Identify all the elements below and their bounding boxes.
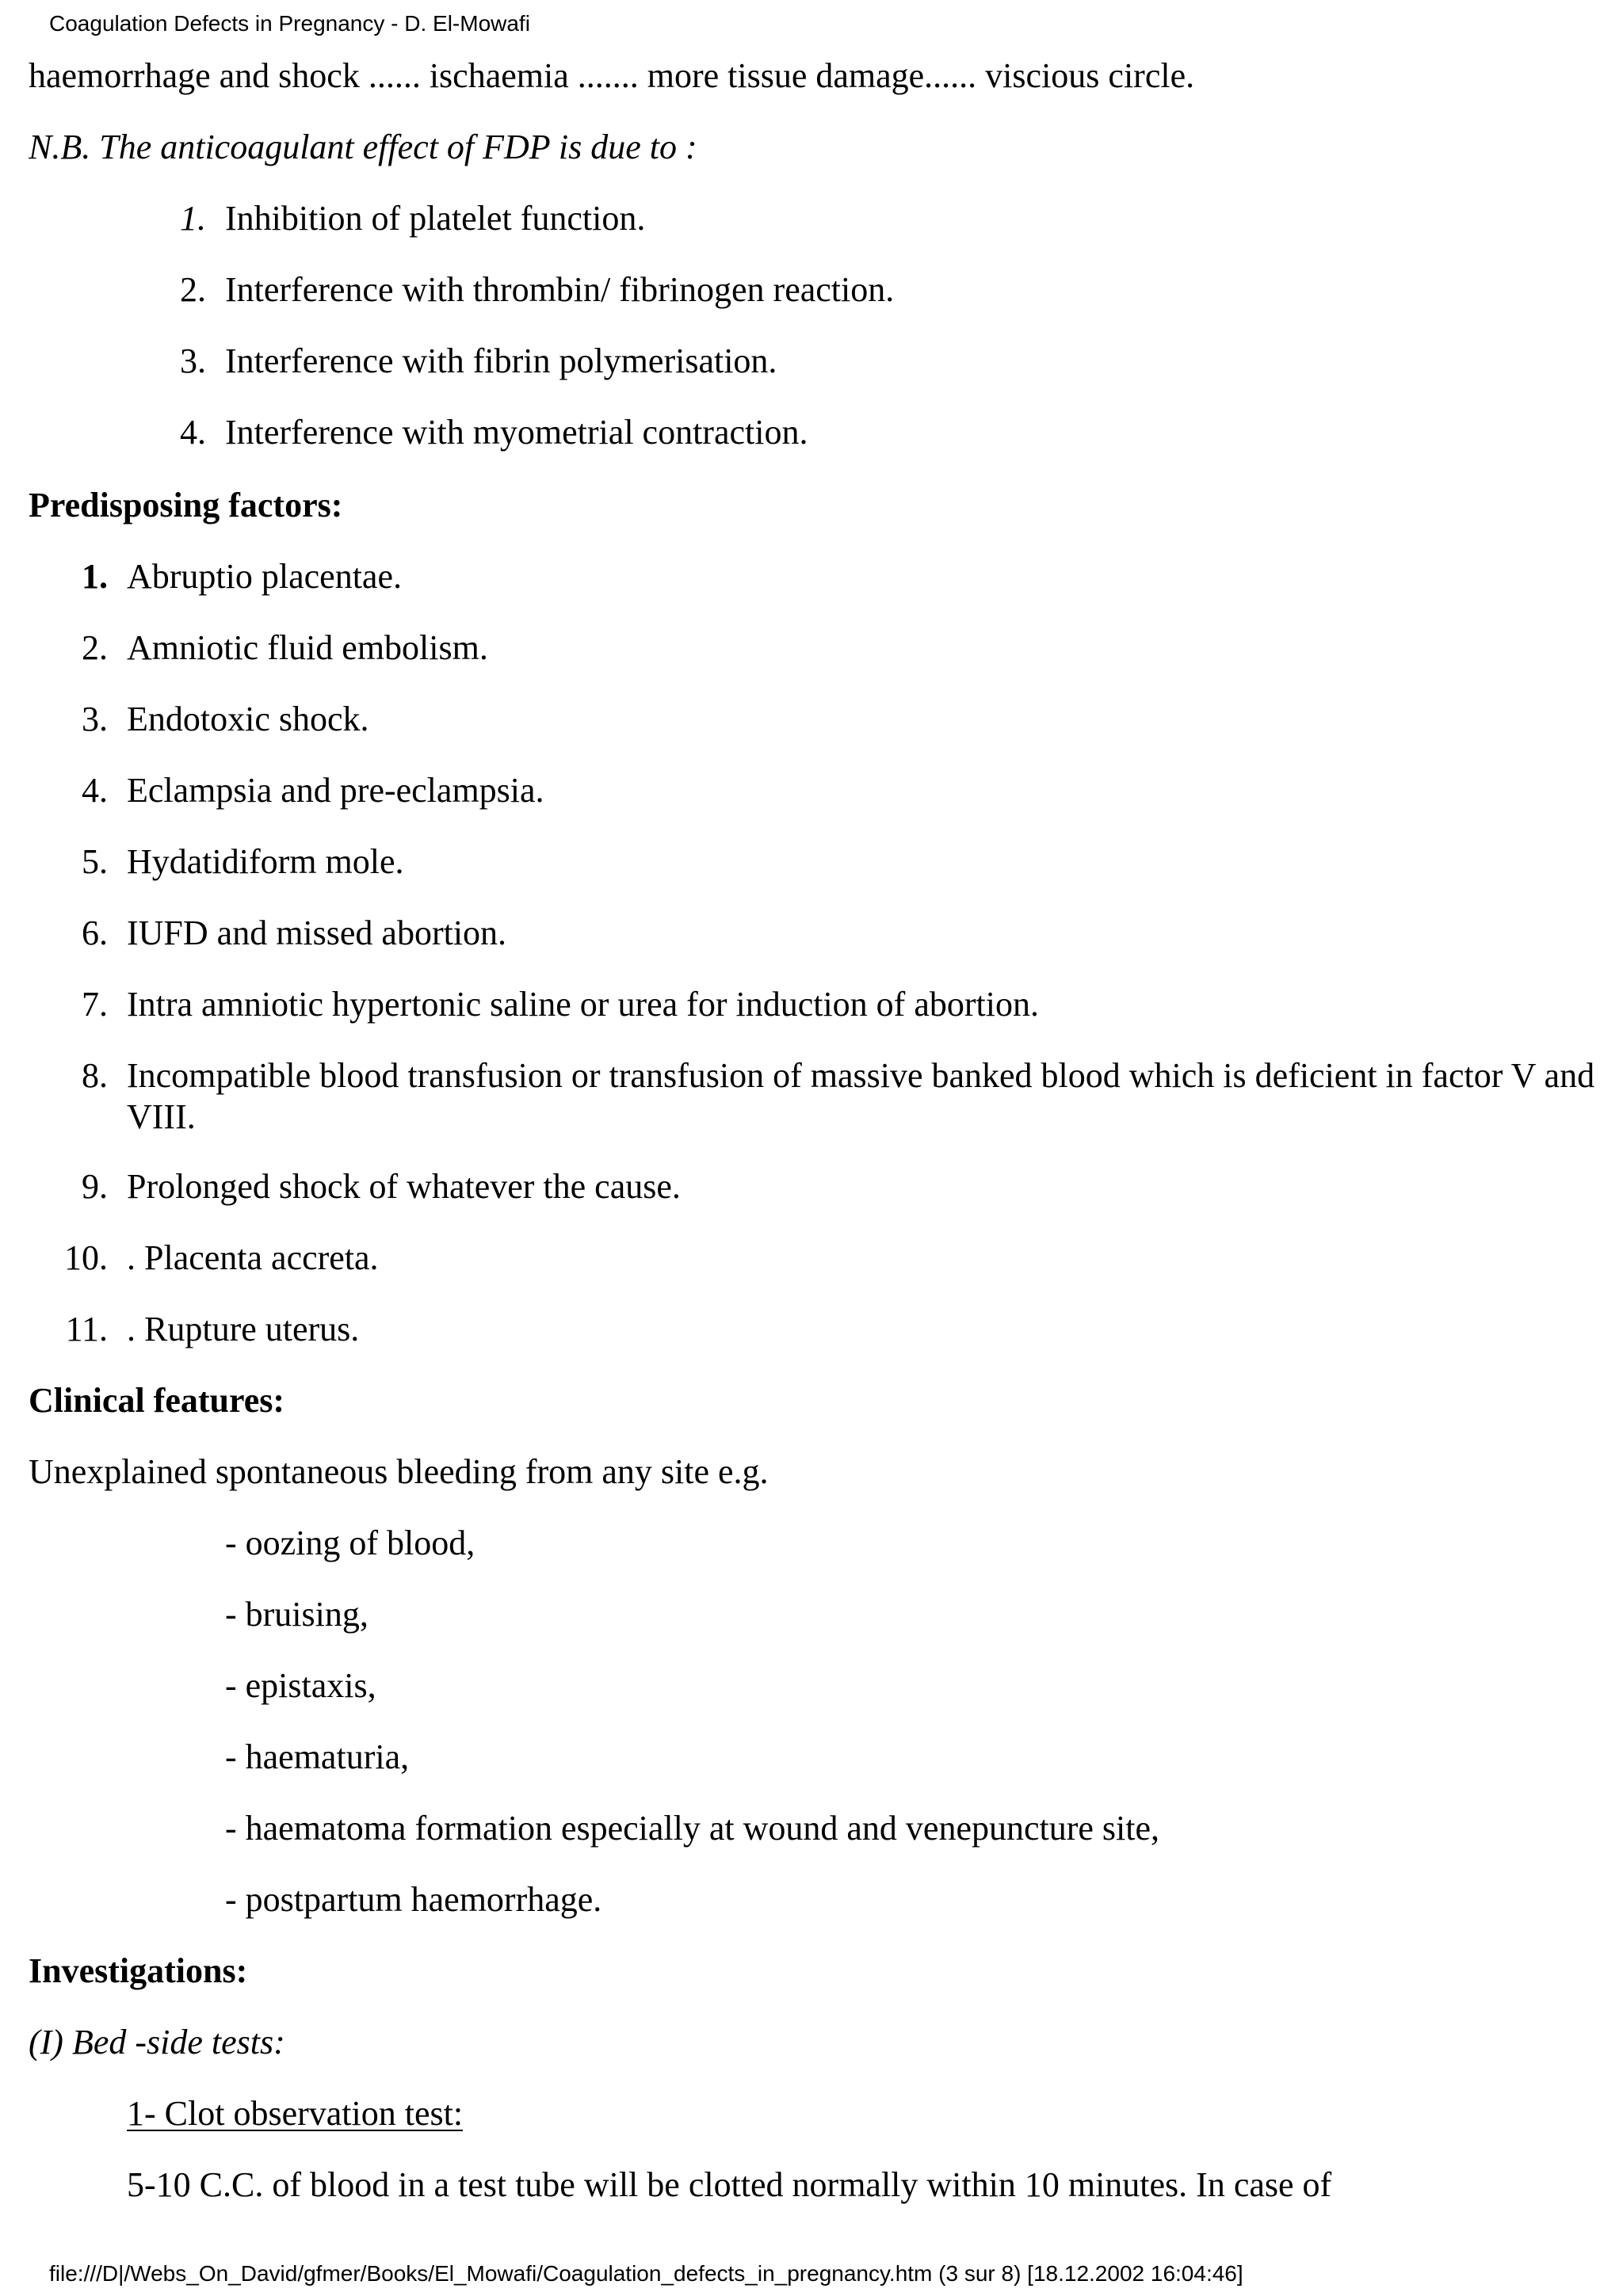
- predisposing-item-text: Endotoxic shock.: [127, 700, 369, 738]
- predisposing-item-text: Amniotic fluid embolism.: [127, 628, 488, 667]
- predisposing-item-number: 3.: [82, 700, 108, 738]
- page-header-title: Coagulation Defects in Pregnancy - D. El-Mowafi: [49, 11, 530, 36]
- predisposing-item-text: . Placenta accreta.: [127, 1238, 379, 1277]
- intro-line: haemorrhage and shock ...... ischaemia ....... more tissue damage...... viscious circle.: [29, 56, 1195, 95]
- predisposing-item-number: 7.: [82, 985, 108, 1024]
- predisposing-item-number: 9.: [82, 1167, 108, 1206]
- fdp-item-text: Interference with thrombin/ fibrinogen reaction.: [225, 270, 895, 309]
- predisposing-item-text: Abruptio placentae.: [127, 557, 402, 596]
- predisposing-item-number: 2.: [82, 628, 108, 667]
- clot-observation-test-title: 1- Clot observation test:: [127, 2094, 464, 2133]
- clinical-list-item: - haematoma formation especially at wound and venepuncture site,: [225, 1809, 1160, 1848]
- predisposing-item-text: Prolonged shock of whatever the cause.: [127, 1167, 681, 1206]
- predisposing-item-number: 6.: [82, 913, 108, 952]
- page-footer-url: file:///D|/Webs_On_David/gfmer/Books/El_Mowafi/Coagulation_defects_in_pregnancy.htm (3 sur 8) [18.12.2002 16:04:46]: [49, 2261, 1243, 2286]
- predisposing-item-number: 5.: [82, 842, 108, 881]
- clinical-list-item: - postpartum haemorrhage.: [225, 1880, 602, 1919]
- predisposing-heading: Predisposing factors:: [29, 486, 343, 524]
- predisposing-item-text: IUFD and missed abortion.: [127, 913, 507, 952]
- fdp-item-text: Interference with myometrial contraction.: [225, 413, 808, 452]
- predisposing-item-text: Incompatible blood transfusion or transfusion of massive banked blood which is deficient in factor V and VIII.: [127, 1056, 1595, 1136]
- predisposing-item-number: 11.: [65, 1310, 108, 1348]
- fdp-item-text: Inhibition of platelet function.: [225, 199, 646, 238]
- predisposing-item-text: Eclampsia and pre-eclampsia.: [127, 771, 544, 810]
- clinical-heading: Clinical features:: [29, 1381, 285, 1420]
- clinical-intro: Unexplained spontaneous bleeding from any site e.g.: [29, 1452, 769, 1491]
- fdp-item-number: 2.: [180, 270, 206, 309]
- fdp-item-text: Interference with fibrin polymerisation.: [225, 341, 777, 380]
- clinical-list-item: - oozing of blood,: [225, 1524, 475, 1562]
- clinical-list-item: - bruising,: [225, 1595, 369, 1634]
- clinical-list-item: - epistaxis,: [225, 1666, 376, 1705]
- predisposing-item-text: . Rupture uterus.: [127, 1310, 360, 1348]
- nb-note: N.B. The anticoagulant effect of FDP is due to :: [29, 128, 697, 166]
- clinical-list-item: - haematuria,: [225, 1737, 410, 1776]
- investigations-heading: Investigations:: [29, 1951, 248, 1990]
- predisposing-item-number: 8.: [82, 1056, 108, 1095]
- fdp-item-number: 1.: [180, 199, 206, 238]
- clot-observation-test-text: 5-10 C.C. of blood in a test tube will be clotted normally within 10 minutes. In case of: [127, 2165, 1332, 2204]
- fdp-item-number: 4.: [180, 413, 206, 452]
- predisposing-item-number: 10.: [64, 1238, 108, 1277]
- predisposing-item-text: Intra amniotic hypertonic saline or urea for induction of abortion.: [127, 985, 1039, 1024]
- predisposing-item-number: 4.: [82, 771, 108, 810]
- predisposing-item-number: 1.: [82, 557, 108, 596]
- fdp-item-number: 3.: [180, 341, 206, 380]
- predisposing-item-text: Hydatidiform mole.: [127, 842, 404, 881]
- bedside-tests-subheading: (I) Bed -side tests:: [29, 2023, 285, 2061]
